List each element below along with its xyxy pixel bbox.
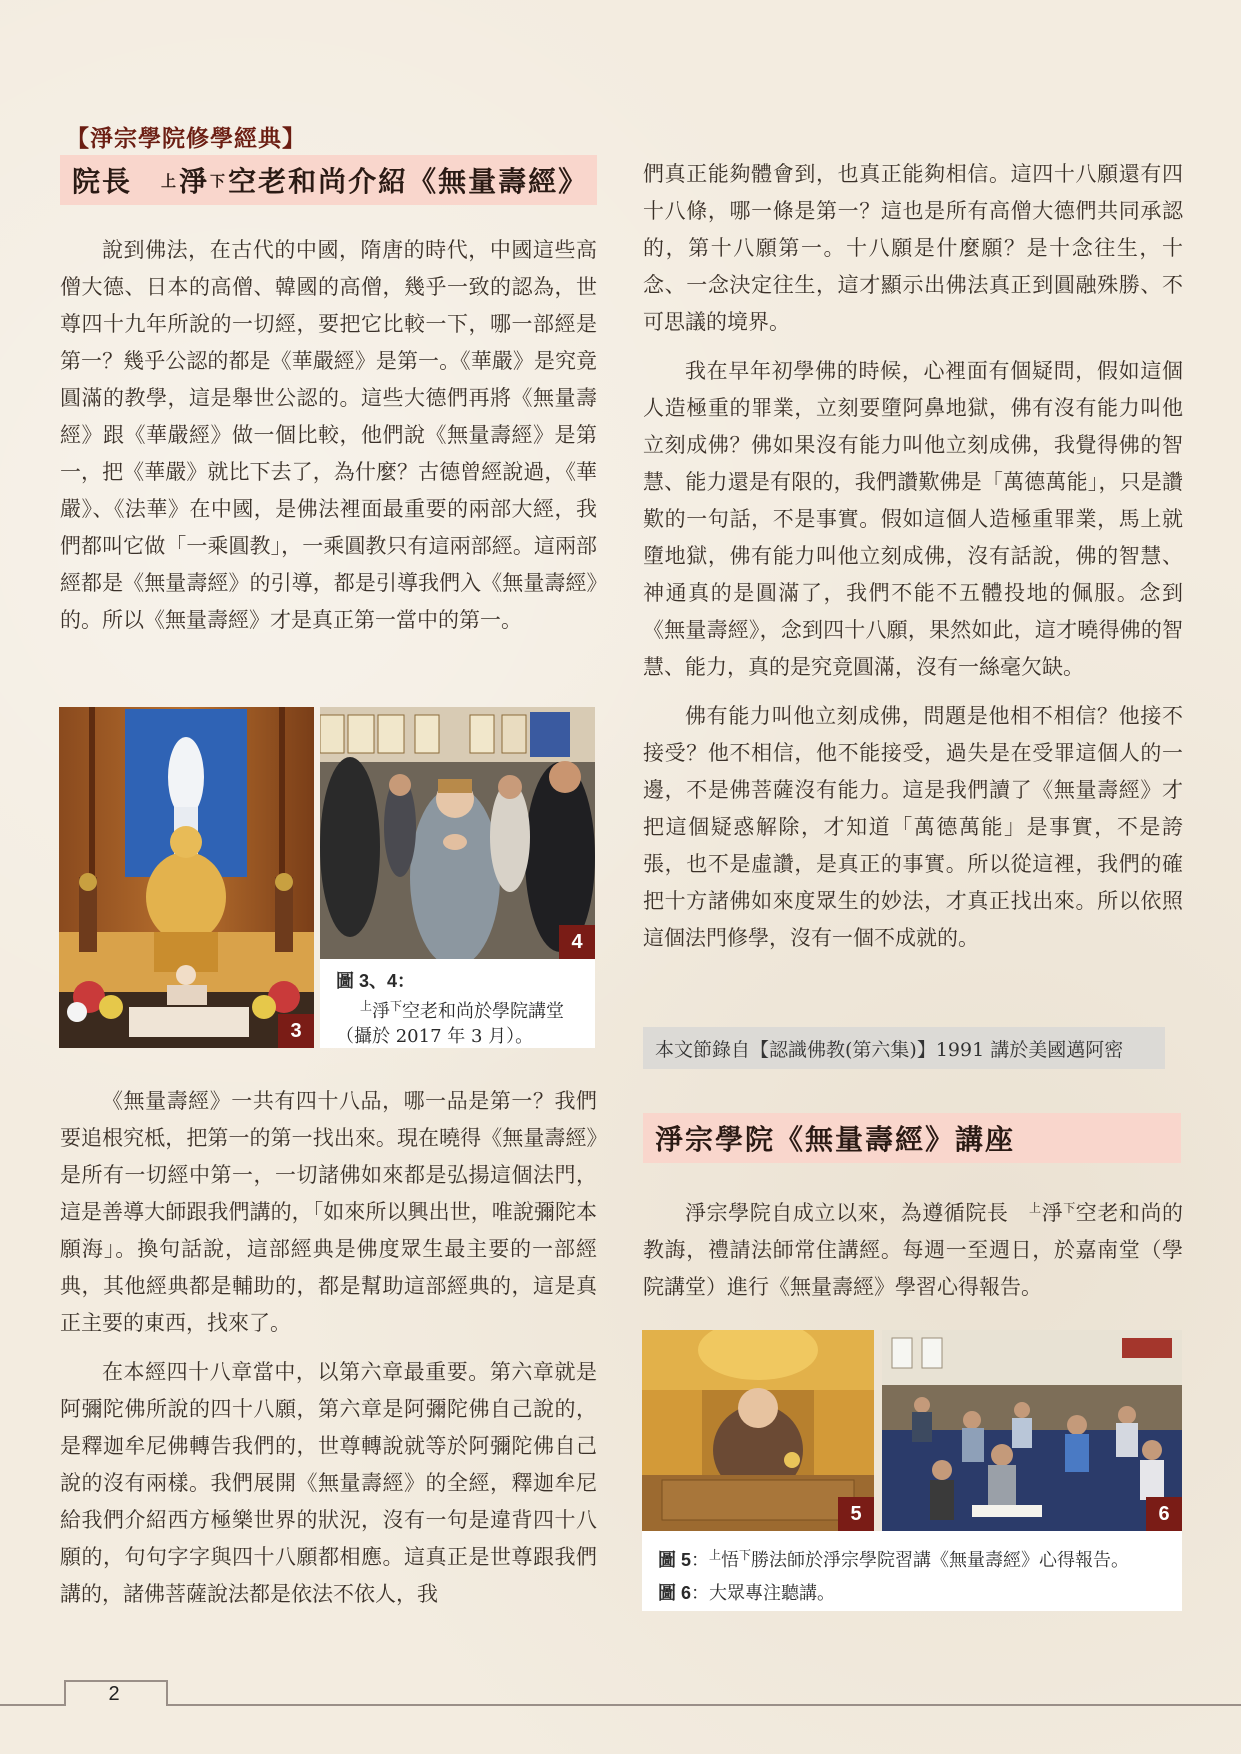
paragraph-sup-up: 上 — [1028, 1201, 1042, 1215]
page-number: 2 — [108, 1683, 120, 1705]
caption-5-text: 勝法師於淨宗學院習講《無量壽經》心得報告。 — [751, 1550, 1130, 1571]
article2-title-text: 淨宗學院《無量壽經》講座 — [655, 1123, 1016, 1156]
audience-image — [882, 1330, 1182, 1531]
title-rest: 空老和尚介紹《無量壽經》 — [228, 165, 589, 198]
title-prefix: 院長 — [72, 165, 133, 198]
figure-3-4-caption — [320, 959, 595, 1048]
paragraph-sup-down: 下 — [1063, 1201, 1076, 1215]
paragraph: 《無量壽經》一共有四十八品，哪一品是第一？我們要追根究柢，把第一的第一找出來。現在曉得《無量壽經》是所有一切經中第一，一切諸佛如來都是弘揚這個法門，這是善導大師跟我們講的，「如來所以興出世，唯說彌陀本願海」。換句話說，這部經典是佛度眾生最主要的一部經典，其他經典都是輔助的，都是幫助這部經典的，這是真正主要的東西，找來了。 — [60, 1089, 597, 1335]
photo-number-badge: 4 — [559, 925, 595, 959]
caption-sup-up: 上 — [360, 999, 373, 1013]
master-walking-image — [320, 707, 595, 959]
paragraph: 在本經四十八章當中，以第六章最重要。第六章就是阿彌陀佛所說的四十八願，第六章是阿彌陀佛自己說的，是釋迦牟尼佛轉告我們的，世尊轉說就等於阿彌陀佛自己說的沒有兩樣。我們展開《無量壽經》的全經，釋迦牟尼給我們介紹西方極樂世界的狀況，沒有一句是違背四十八願的，句句字字與四十八願都相應。這真正是世尊跟我們講的，諸佛菩薩說法都是依法不依人，我 — [60, 1360, 597, 1606]
paragraph — [643, 1190, 1183, 1306]
source-note: 本文節錄自【認識佛教(第六集)】1991 講於美國邁阿密 — [643, 1027, 1165, 1069]
paragraph: 我在早年初學佛的時候，心裡面有個疑問，假如這個人造極重的罪業，立刻要墮阿鼻地獄，佛有沒有能力叫他立刻成佛？佛如果沒有能力叫他立刻成佛，我覺得佛的智慧、能力還是有限的，我們讚歎佛是「萬德萬能」，只是讚歎的一句話，不是事實。假如這個人造極重罪業，馬上就墮地獄，佛有能力叫他立刻成佛，沒有話說，佛的智慧、神通真的是圓滿了，我們不能不五體投地的佩服。念到《無量壽經》，念到四十八願，果然如此，這才曉得佛的智慧、能力，真的是究竟圓滿，沒有一絲毫欠缺。 — [643, 359, 1183, 679]
left-text-block-1 — [60, 232, 597, 639]
caption-text: 空老和尚於學院講堂 — [402, 1001, 565, 1022]
paragraph: 們真正能夠體會到，也真正能夠相信。這四十八願還有四十八條，哪一條是第一？這也是所有高僧大德們共同承認的，第十八願第一。十八願是什麼願？是十念往生，十念、一念決定往生，這才顯示出佛法真正到圓融殊勝、不可思議的境界。 — [643, 162, 1183, 334]
paragraph: 佛有能力叫他立刻成佛，問題是他相不相信？他接不接受？他不相信，他不能接受，過失是在受罪這個人的一邊，不是佛菩薩沒有能力。這是我們讀了《無量壽經》才把這個疑惑解除，才知道「萬德萬能」是事實，不是誇張，也不是虛讚，是真正的事實。所以從這裡，我們的確把十方諸佛如來度眾生的妙法，才真正找出來。所以依照這個法門修學，沒有一個不成就的。 — [643, 704, 1183, 950]
caption-char: 淨 — [372, 1001, 391, 1022]
title-sup-down: 下 — [210, 171, 228, 190]
paragraph-start: 淨宗學院自成立以來，為遵循院長 — [685, 1201, 1009, 1225]
buddha-altar-image — [59, 707, 314, 1048]
caption-date: （攝於 2017 年 3 月）。 — [336, 1026, 534, 1047]
caption-5-colon: ： — [691, 1550, 710, 1571]
photo-number-badge: 3 — [278, 1014, 314, 1048]
photo-4-master-walking — [320, 707, 595, 959]
caption-label: 圖 3、4： — [336, 971, 416, 991]
paragraph: 說到佛法，在古代的中國，隋唐的時代，中國這些高僧大德、日本的高僧、韓國的高僧，幾乎一致的認為，世尊四十九年所說的一切經，要把它比較一下，哪一部經是第一？幾乎公認的都是《華嚴經》是第一。《華嚴》是究竟圓滿的教學，這是舉世公認的。這些大德們再將《無量壽經》跟《華嚴經》做一個比較，他們說《無量壽經》是第一，把《華嚴》就比下去了，為什麼？古德曾經說過，《華嚴》、《法華》在中國，是佛法裡面最重要的兩部大經，我們都叫它做「一乘圓教」，一乘圓教只有這兩部經。這兩部經都是《無量壽經》的引導，都是引導我們入《無量壽經》的。所以《無量壽經》才是真正第一當中的第一。 — [60, 238, 597, 632]
footer-line — [0, 1704, 1241, 1706]
right-text-block — [643, 156, 1183, 957]
title-char: 淨 — [179, 165, 210, 198]
article2-text-block — [643, 1190, 1183, 1306]
caption-6-text: ：大眾專注聽講。 — [691, 1583, 836, 1604]
caption-5-sup-up: 上 — [709, 1548, 722, 1562]
article2-title — [643, 1113, 1181, 1163]
caption-5-sup-down: 下 — [739, 1548, 752, 1562]
caption-6-label: 圖 6 — [658, 1583, 692, 1603]
title-sup-up: 上 — [161, 171, 179, 190]
photo-6-audience — [882, 1330, 1182, 1531]
figure-5-6-caption — [642, 1531, 1182, 1611]
article-title — [60, 155, 597, 205]
caption-6 — [658, 1577, 1182, 1610]
caption-5-char: 悟 — [721, 1550, 740, 1571]
section-tag: 【淨宗學院修學經典】 — [66, 125, 306, 152]
photo-number-badge: 6 — [1146, 1497, 1182, 1531]
caption-5 — [658, 1539, 1182, 1577]
paragraph-rest: 空老和尚的教誨，禮請法師常住講經。每週一至週日，於嘉南堂（學院講堂）進行《無量壽經》學習心得報告。 — [643, 1201, 1184, 1299]
caption-5-label: 圖 5 — [658, 1550, 692, 1570]
caption-sup-down: 下 — [390, 999, 403, 1013]
photo-5-lecturing-monk — [642, 1330, 874, 1531]
left-text-block-2 — [60, 1083, 597, 1613]
photo-number-badge: 5 — [838, 1497, 874, 1531]
paragraph-char: 淨 — [1041, 1201, 1064, 1225]
photo-3-hall-altar — [59, 707, 314, 1048]
